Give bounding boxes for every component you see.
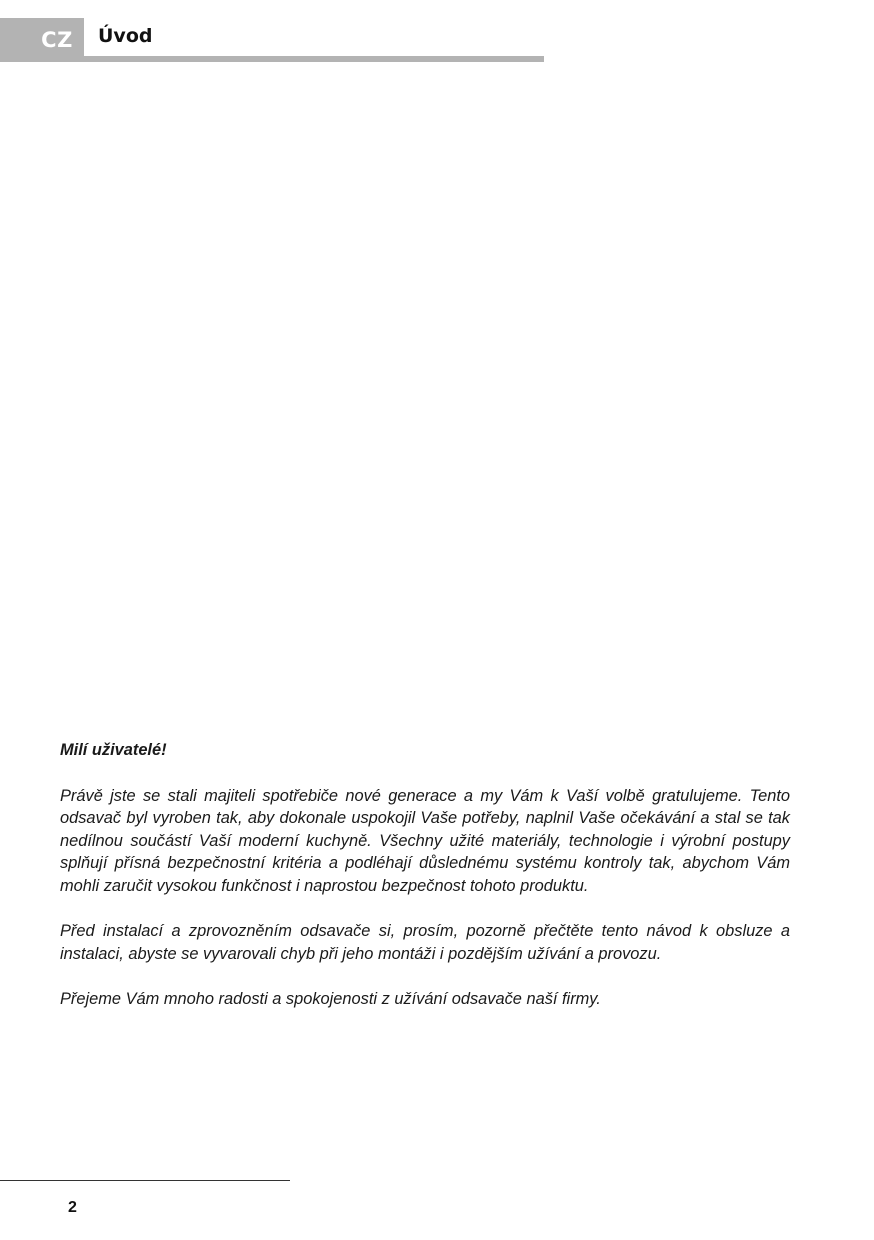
language-tab: CZ bbox=[0, 18, 84, 62]
footer-divider bbox=[0, 1180, 290, 1181]
page-header bbox=[0, 0, 874, 64]
intro-paragraph: Právě jste se stali majiteli spotřebiče nové generace a my Vám k Vaší volbě gratulujeme. Tento odsavač byl vyroben tak, aby dokonale uspokojil Vaše potřeby, naplnil Vaše očekávání a stal se tak nedílnou součástí Vaší moderní kuchyně. Všechny užité materiály, technologie i výrobní postupy splňují přísná bezpečnostní kritéria a podléhají důslednému systému kontroly tak, abychom Vám mohli zaručit vysokou funkčnost i naprostou bezpečnost tohoto produktu. bbox=[60, 786, 790, 895]
section-title: Úvod bbox=[98, 25, 153, 47]
closing-paragraph: Přejeme Vám mnoho radosti a spokojenosti z užívání odsavače naší firmy. bbox=[60, 990, 601, 1008]
intro-content bbox=[60, 739, 790, 1034]
header-divider bbox=[84, 56, 544, 62]
greeting: Milí uživatelé! bbox=[60, 741, 167, 759]
page-number: 2 bbox=[68, 1199, 77, 1216]
instructions-paragraph: Před instalací a zprovozněním odsavače si, prosím, pozorně přečtěte tento návod k obsluze a instalaci, abyste se vyvarovali chyb při jeho montáži i pozdějším užívání a provozu. bbox=[60, 922, 790, 963]
